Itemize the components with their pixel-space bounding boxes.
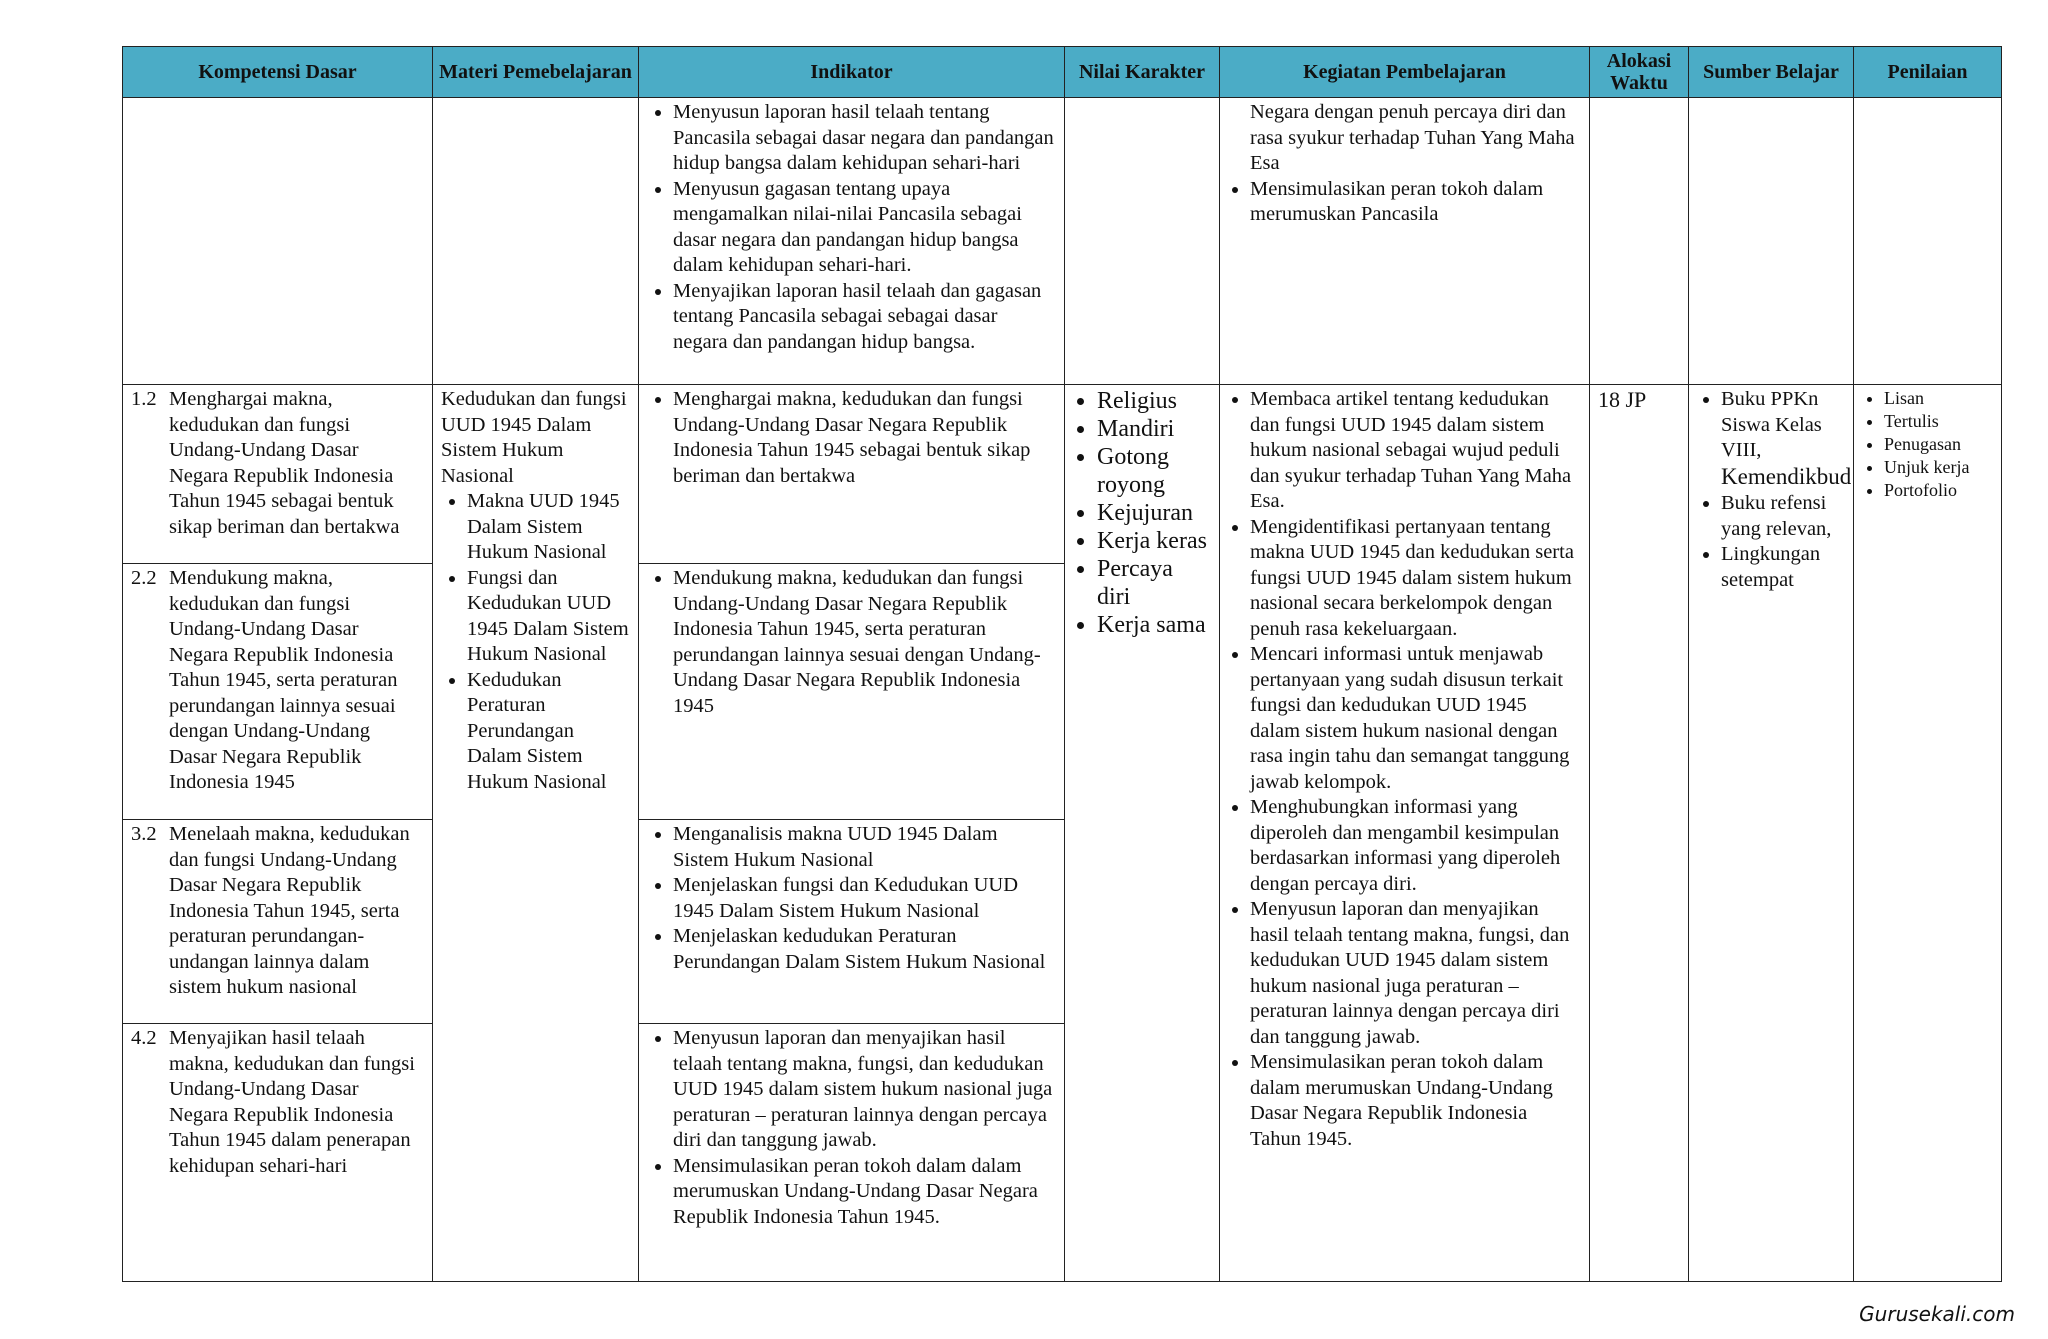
- indikator-cell: [639, 564, 1065, 820]
- kd-cell: [123, 1024, 433, 1282]
- cont-sumber-cell: [1689, 98, 1854, 385]
- list-item: • Menganalisis makna UUD 1945 Dalam Sistem Hukum Nasional: [673, 822, 1056, 873]
- list-item: • Menjelaskan fungsi dan Kedudukan UUD 1945 Dalam Sistem Hukum Nasional: [673, 873, 1056, 924]
- list-item: • Penugasan: [1884, 433, 1993, 456]
- header-nilai-karakter: Nilai Karakter: [1065, 47, 1220, 98]
- list-item: • Mensimulasikan peran tokoh dalam merumuskan Pancasila: [1250, 177, 1581, 228]
- silabus-table: [122, 46, 2002, 1282]
- header-alokasi: Alokasi Waktu: [1590, 47, 1689, 98]
- list-item: • Menyusun laporan hasil telaah tentang Pancasila sebagai dasar negara dan pandangan hidup bangsa dalam kehidupan sehari-hari: [673, 100, 1056, 177]
- list-item: • Buku refensi yang relevan,: [1721, 491, 1845, 542]
- kd-number: 3.2: [131, 823, 157, 845]
- list-item: • Mendukung makna, kedudukan dan fungsi Undang-Undang Dasar Negara Republik Indonesia Tahun 1945, serta peraturan perundangan lainnya sesuai dengan Undang-Undang Dasar Negara Republik Indonesia 1945: [673, 566, 1056, 719]
- list-item: • Tertulis: [1884, 410, 1993, 433]
- list-item: • Mensimulasikan peran tokoh dalam dalam merumuskan Undang-Undang Dasar Negara Republik Indonesia Tahun 1945.: [673, 1154, 1056, 1231]
- list-item: • Gotong royong: [1097, 443, 1211, 499]
- list-item: • Mencari informasi untuk menjawab pertanyaan yang sudah disusun terkait fungsi dan kedudukan UUD 1945 dalam sistem hukum nasional dengan rasa ingin tahu dan semangat tanggung jawab kelompok.: [1250, 642, 1581, 795]
- list-item: • Menyusun laporan dan menyajikan hasil telaah tentang makna, fungsi, dan kedudukan UUD 1945 dalam sistem hukum nasional juga peraturan – peraturan lainnya dengan percaya diri dan tanggung jawab.: [1250, 897, 1581, 1050]
- footer-watermark: Gurusekali.com: [1859, 1302, 2015, 1326]
- list-item: • Menghargai makna, kedudukan dan fungsi Undang-Undang Dasar Negara Republik Indonesia Tahun 1945 sebagai bentuk sikap beriman dan bertakwa: [673, 387, 1056, 489]
- list-item: • Menyusun gagasan tentang upaya mengamalkan nilai-nilai Pancasila sebagai dasar negara dan pandangan hidup bangsa dalam kehidupan sehari-hari.: [673, 177, 1056, 279]
- kd-number: 4.2: [131, 1027, 157, 1049]
- list-item: [1721, 387, 1852, 491]
- sumber-publisher: Kemendikbud: [1721, 463, 1852, 489]
- kd-number: 1.2: [131, 388, 157, 410]
- kd-cell: [123, 385, 433, 564]
- header-penilaian: Penilaian: [1854, 47, 2002, 98]
- indikator-cell: [639, 1024, 1065, 1282]
- continuation-row: [123, 98, 2002, 385]
- alokasi-cell: 18 JP: [1590, 385, 1689, 1282]
- list-item: • Lisan: [1884, 387, 1993, 410]
- header-sumber: Sumber Belajar: [1689, 47, 1854, 98]
- nilai-karakter-cell: [1065, 385, 1220, 1282]
- header-row: [123, 47, 2002, 98]
- kegiatan-intro: Negara dengan penuh percaya diri dan rasa syukur terhadap Tuhan Yang Maha Esa: [1250, 101, 1575, 174]
- kd-cell: [123, 564, 433, 820]
- list-item: • Mensimulasikan peran tokoh dalam dalam merumuskan Undang-Undang Dasar Negara Republik Indonesia Tahun 1945.: [1250, 1050, 1581, 1152]
- cont-indikator-cell: [639, 98, 1065, 385]
- materi-intro: Kedudukan dan fungsi UUD 1945 Dalam Sistem Hukum Nasional: [441, 388, 627, 487]
- header-kompetensi-dasar: Kompetensi Dasar: [123, 47, 433, 98]
- list-item: • Membaca artikel tentang kedudukan dan fungsi UUD 1945 dalam sistem hukum nasional sebagai wujud peduli dan syukur terhadap Tuhan Yang Maha Esa.: [1250, 387, 1581, 515]
- materi-cell: [433, 385, 639, 1282]
- list-item: • Kedudukan Peraturan Perundangan Dalam Sistem Hukum Nasional: [467, 668, 630, 796]
- indikator-cell: [639, 820, 1065, 1024]
- table-row: [123, 385, 2002, 564]
- kd-text: Menghargai makna, kedudukan dan fungsi Undang-Undang Dasar Negara Republik Indonesia Tahun 1945 sebagai bentuk sikap beriman dan bertakwa: [169, 388, 400, 538]
- list-item: • Portofolio: [1884, 479, 1993, 502]
- list-item: • Menyusun laporan dan menyajikan hasil telaah tentang makna, fungsi, dan kedudukan UUD 1945 dalam sistem hukum nasional juga peraturan – peraturan lainnya dengan percaya diri dan tanggung jawab.: [673, 1026, 1056, 1154]
- list-item: • Mandiri: [1097, 415, 1211, 443]
- kd-number: 2.2: [131, 567, 157, 589]
- list-item: • Unjuk kerja: [1884, 456, 1993, 479]
- kd-text: Menyajikan hasil telaah makna, kedudukan dan fungsi Undang-Undang Dasar Negara Republik Indonesia Tahun 1945 dalam penerapan kehidupan sehari-hari: [169, 1027, 415, 1177]
- list-item: • Percaya diri: [1097, 555, 1211, 611]
- cont-kd-cell: [123, 98, 433, 385]
- list-item: • Fungsi dan Kedudukan UUD 1945 Dalam Sistem Hukum Nasional: [467, 566, 630, 668]
- kd-cell: [123, 820, 433, 1024]
- list-item: • Kerja sama: [1097, 611, 1211, 639]
- list-item: • Menyajikan laporan hasil telaah dan gagasan tentang Pancasila sebagai sebagai dasar negara dan pandangan hidup bangsa.: [673, 279, 1056, 356]
- list-item: • Religius: [1097, 387, 1211, 415]
- list-item: • Makna UUD 1945 Dalam Sistem Hukum Nasional: [467, 489, 630, 566]
- cont-kegiatan-cell: [1220, 98, 1590, 385]
- list-item: • Menjelaskan kedudukan Peraturan Perundangan Dalam Sistem Hukum Nasional: [673, 924, 1056, 975]
- cont-alokasi-cell: [1590, 98, 1689, 385]
- sumber-cell: [1689, 385, 1854, 1282]
- list-item: • Lingkungan setempat: [1721, 542, 1845, 593]
- cont-nilai-cell: [1065, 98, 1220, 385]
- kd-text: Mendukung makna, kedudukan dan fungsi Undang-Undang Dasar Negara Republik Indonesia Tahun 1945, serta peraturan perundangan lainnya sesuai dengan Undang-Undang Dasar Negara Republik Indonesia 1945: [169, 567, 398, 793]
- list-item: • Kejujuran: [1097, 499, 1211, 527]
- list-item: • Kerja keras: [1097, 527, 1211, 555]
- cont-materi-cell: [433, 98, 639, 385]
- header-materi: Materi Pemebelajaran: [433, 47, 639, 98]
- sumber-text: Buku PPKn Siswa Kelas VIII,: [1721, 388, 1822, 461]
- kd-text: Menelaah makna, kedudukan dan fungsi Undang-Undang Dasar Negara Republik Indonesia Tahun 1945, serta peraturan perundangan-undangan lainnya dalam sistem hukum nasional: [169, 823, 410, 998]
- kegiatan-cell: [1220, 385, 1590, 1282]
- header-kegiatan: Kegiatan Pembelajaran: [1220, 47, 1590, 98]
- penilaian-cell: [1854, 385, 2002, 1282]
- list-item: • Menghubungkan informasi yang diperoleh dan mengambil kesimpulan berdasarkan informasi yang diperoleh dengan percaya diri.: [1250, 795, 1581, 897]
- indikator-cell: [639, 385, 1065, 564]
- cont-penilaian-cell: [1854, 98, 2002, 385]
- list-item: • Mengidentifikasi pertanyaan tentang makna UUD 1945 dan kedudukan serta fungsi UUD 1945 dalam sistem hukum nasional secara berkelompok dengan penuh rasa kekeluargaan.: [1250, 515, 1581, 643]
- header-indikator: Indikator: [639, 47, 1065, 98]
